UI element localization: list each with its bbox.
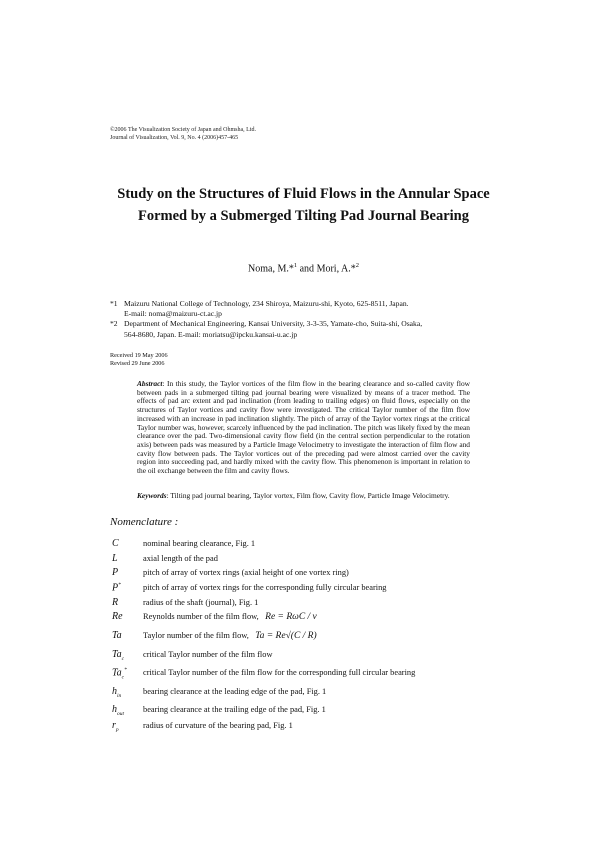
symbol-superscript: * xyxy=(124,667,127,673)
symbol-subscript: c xyxy=(121,656,125,662)
received-date: Received 19 May 2006 xyxy=(110,352,168,359)
nomenclature-symbol xyxy=(112,597,118,608)
abstract xyxy=(137,380,470,476)
nomenclature-item xyxy=(110,538,530,552)
nomenclature-item xyxy=(110,611,530,625)
abstract-text: : In this study, the Taylor vortices of the film flow in the bearing clearance and so-called cavity flow between pads in a submerged tilting pad journal bearing were visualized by means of a tracer method. The effects of pad arc extent and pad inclination (from leading to trailing edges) on fluid flows, especially on the structures of Taylor vortices and cavity flow were investigated. The critical Taylor number of the film flow increased with an increase in pad inclination slightly. The pitch of array of the Taylor vortex rings at the critical Taylor number was, however, scarcely influenced by the pad inclination. The pitch was likely fixed by the mean clearance over the pad. Two-dimensional cavity flow field (in the central section perpendicular to the rotation axis) between pads was measured by a Particle Image Velocimetry to investigate the interaction of film flow and cavity flow between pads. The Taylor vortices out of the preceding pad were almost carried over the cavity region into succeeding pad, and hardly mixed with the cavity flow. This phenomenon is important in relation to the oil exchange between the film and cavity flows. xyxy=(137,379,470,476)
keywords xyxy=(137,492,470,501)
nomenclature-definition xyxy=(143,539,255,548)
nomenclature-item xyxy=(110,630,530,644)
author-conjunction: and xyxy=(297,263,317,275)
affiliation-1 xyxy=(110,299,510,319)
nomenclature-symbol xyxy=(112,686,121,699)
definition-text: critical Taylor number of the film flow for the corresponding full circular bearing xyxy=(143,668,416,677)
definition-text: pitch of array of vortex rings (axial height of one vortex ring) xyxy=(143,568,349,577)
nomenclature-definition xyxy=(143,650,273,659)
definition-text: critical Taylor number of the film flow xyxy=(143,650,273,659)
nomenclature-item xyxy=(110,567,530,581)
definition-formula: Ta = Re√(C / R) xyxy=(252,631,317,641)
author-mori: Mori, A.* xyxy=(316,263,356,275)
symbol-base: h xyxy=(112,686,117,697)
affiliation-1-address: Maizuru National College of Technology, 234 Shiroya, Maizuru-shi, Kyoto, 625-8511, Japan. xyxy=(124,299,409,308)
definition-text: Taylor number of the film flow, xyxy=(143,631,249,640)
nomenclature-definition xyxy=(143,568,349,577)
revised-date: Revised 29 June 2006 xyxy=(110,360,165,367)
symbol-subscript: in xyxy=(117,693,122,699)
definition-text: nominal bearing clearance, Fig. 1 xyxy=(143,539,256,548)
symbol-base: Ta xyxy=(112,667,122,679)
nomenclature-symbol xyxy=(112,649,124,662)
abstract-label: Abstract xyxy=(137,379,163,388)
dates xyxy=(110,352,168,368)
symbol-subscript: p xyxy=(115,727,119,733)
nomenclature-definition xyxy=(143,612,317,622)
copyright-line: ©2006 The Visualization Society of Japan and Ohmsha, Ltd. xyxy=(110,127,256,133)
nomenclature-definition xyxy=(143,583,386,592)
definition-text: radius of the shaft (journal), Fig. 1 xyxy=(143,598,259,607)
definition-text: pitch of array of vortex rings for the corresponding fully circular bearing xyxy=(143,583,387,592)
nomenclature-item xyxy=(110,553,530,567)
nomenclature-item xyxy=(110,720,530,734)
title-line-1: Study on the Structures of Fluid Flows in the Annular Space xyxy=(117,186,490,202)
nomenclature-item xyxy=(110,704,530,718)
definition-text: bearing clearance at the leading edge of the pad, Fig. 1 xyxy=(143,687,327,696)
nomenclature-item xyxy=(110,597,530,611)
nomenclature-symbol xyxy=(112,720,119,733)
nomenclature-symbol xyxy=(112,582,121,593)
symbol-base: r xyxy=(112,720,116,731)
nomenclature-definition xyxy=(143,705,326,714)
symbol-base: Ta xyxy=(112,649,122,660)
nomenclature-definition xyxy=(143,668,415,677)
nomenclature-definition xyxy=(143,721,293,730)
author-noma: Noma, M.* xyxy=(248,263,294,275)
symbol-subscript: out xyxy=(117,711,125,717)
nomenclature-symbol xyxy=(112,667,127,680)
symbol-base: h xyxy=(112,704,117,715)
nomenclature-definition xyxy=(143,687,326,696)
affiliation-2-address: Department of Mechanical Engineering, Kansai University, 3-3-35, Yamate-cho, Suita-shi, Osaka, xyxy=(124,319,423,329)
symbol-subscript: c xyxy=(121,674,125,681)
symbol-base: Ta xyxy=(112,630,122,641)
affiliation-2-mark: *2 xyxy=(110,319,118,329)
affiliation-2-email: 564-8680, Japan. E-mail: moriatsu@ipcku.kansai-u.ac.jp xyxy=(124,329,298,339)
symbol-base: R xyxy=(112,597,119,608)
author-noma-mark: 1 xyxy=(293,262,298,269)
nomenclature-heading: Nomenclature : xyxy=(110,516,179,528)
affiliations xyxy=(110,299,510,340)
keywords-label: Keywords xyxy=(137,491,167,500)
definition-text: axial length of the pad xyxy=(143,554,218,563)
affiliation-2 xyxy=(110,319,510,339)
nomenclature-symbol xyxy=(112,704,124,717)
definition-text: bearing clearance at the trailing edge of the pad, Fig. 1 xyxy=(143,705,326,714)
nomenclature-definition xyxy=(143,598,258,607)
nomenclature-definition xyxy=(143,554,218,563)
nomenclature-item xyxy=(110,667,530,681)
title-line-2: Formed by a Submerged Tilting Pad Journal Bearing xyxy=(138,208,469,224)
nomenclature-symbol xyxy=(112,538,119,549)
nomenclature-definition xyxy=(143,631,317,641)
symbol-base: C xyxy=(112,538,119,549)
affiliation-1-mark: *1 xyxy=(110,299,118,308)
nomenclature-item xyxy=(110,582,530,596)
keywords-text: : Tilting pad journal bearing, Taylor vortex, Film flow, Cavity flow, Particle Image Velocimetry. xyxy=(166,491,450,500)
nomenclature-symbol xyxy=(112,553,118,564)
nomenclature-symbol xyxy=(112,630,122,641)
symbol-base: L xyxy=(112,553,118,564)
author-list xyxy=(60,262,547,274)
nomenclature-symbol xyxy=(112,611,123,622)
definition-text: radius of curvature of the bearing pad, Fig. 1 xyxy=(143,721,293,730)
affiliation-1-email: E-mail: noma@maizuru-ct.ac.jp xyxy=(124,309,222,319)
symbol-base: P xyxy=(112,567,119,578)
nomenclature-symbol xyxy=(112,567,118,578)
symbol-base: Re xyxy=(112,611,123,622)
nomenclature-item xyxy=(110,649,530,663)
nomenclature-item xyxy=(110,686,530,700)
symbol-superscript: * xyxy=(118,582,121,588)
journal-info xyxy=(110,126,256,142)
paper-title xyxy=(60,183,547,227)
definition-formula: Re = RωC / ν xyxy=(262,612,317,622)
citation-line: Journal of Visualization, Vol. 9, No. 4 (2006)457-465 xyxy=(110,135,239,141)
symbol-base: P xyxy=(112,582,119,594)
definition-text: Reynolds number of the film flow, xyxy=(143,612,259,621)
author-mori-mark: 2 xyxy=(355,262,359,269)
